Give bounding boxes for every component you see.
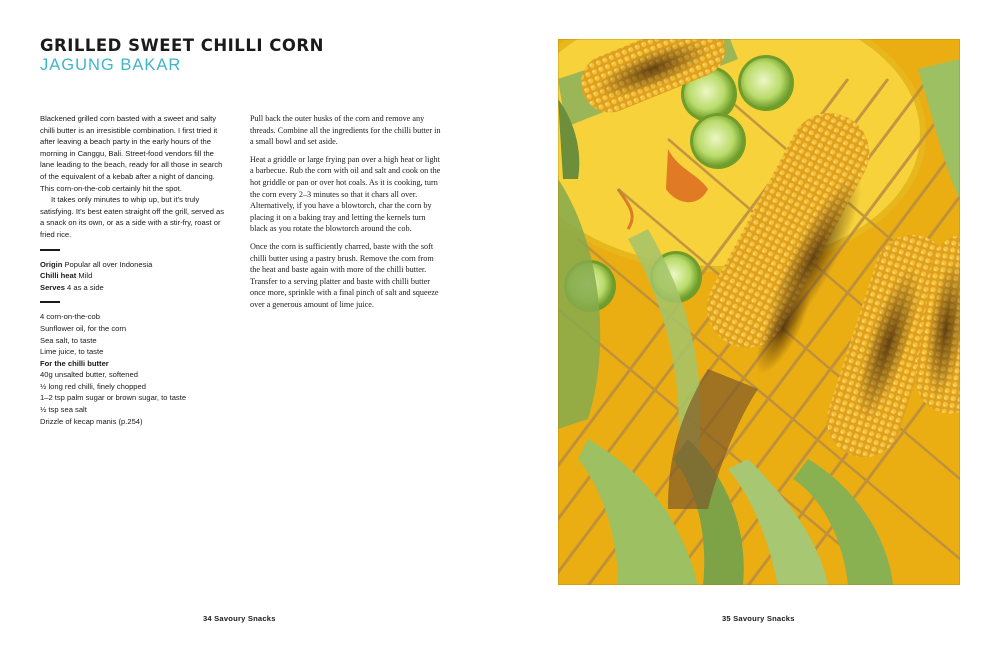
meta-label: Serves [40,282,65,292]
intro-paragraph-2: It takes only minutes to whip up, but it's truly satisfying. It's best eaten straight off the grill, served as a snack on its own, or as a side with a stir-fry, roast or fried rice. [40,195,225,239]
divider [40,301,60,303]
divider [40,249,60,251]
ingredients-list [40,311,225,357]
grilled-corn-photo [558,39,960,585]
intro-column [40,113,225,427]
method-step: Heat a griddle or large frying pan over a high heat or light a barbecue. Rub the corn with oil and salt and cook on the hot griddle or pan or over hot coals. As it is cooking, turn the corn every 2–3 minutes so that it chars all over. Alternatively, if you have a blowtorch, char the corn by placing it on a baking tray and letting the kernels turn black as you rotate the blowtorch around the cob. [250,154,441,234]
method-step: Once the corn is sufficiently charred, baste with the soft chilli butter using a pastry brush. Remove the corn from the heat and baste again with more of the chilli butter. Transfer to a serving platter and baste with chilli butter once more, sprinkle with a final pinch of salt and squeeze over a generous amount of lime juice. [250,241,439,309]
recipe-subtitle: JAGUNG BAKAR [40,56,182,74]
meta-value: 4 as a side [67,282,104,292]
recipe-meta [40,259,225,294]
ingredient-item: Drizzle of kecap manis (p.254) [40,416,143,426]
ingredient-item: 40g unsalted butter, softened [40,370,138,380]
ingredient-item: Lime juice, to taste [40,347,104,357]
ingredient-item: 1–2 tsp palm sugar or brown sugar, to taste [40,393,187,403]
method-column [250,113,445,317]
page-number-left: 34 Savoury Snacks [203,614,276,623]
right-page [500,0,1000,651]
intro-paragraph-1: Blackened grilled corn basted with a sweet and salty chilli butter is an irresistible combination. I first tried it after leaving a beach party in the early hours of the morning in Canggu, Bali. Street-food vendors fill the lane leading to the beach, ready for all those in search of the equivalent of a kebab after a night of dancing. This corn-on-the-cob certainly hit the spot. [40,114,223,193]
ingredient-item: Sea salt, to taste [40,335,97,345]
chilli-butter-heading: For the chilli butter [40,358,109,368]
chilli-butter-list [40,358,225,428]
meta-serves [40,282,225,294]
recipe-title: GRILLED SWEET CHILLI CORN [40,36,324,55]
meta-value: Popular all over Indonesia [64,259,153,269]
method-step: Pull back the outer husks of the corn and remove any threads. Combine all the ingredients for the chilli butter in a small bowl and set aside. [250,114,441,147]
meta-origin [40,259,225,271]
meta-label: Origin [40,259,63,269]
ingredient-item: Sunflower oil, for the corn [40,323,127,333]
meta-value: Mild [78,271,93,281]
page-number-right: 35 Savoury Snacks [722,614,795,623]
ingredient-item: ½ long red chilli, finely chopped [40,381,146,391]
meta-label: Chilli heat [40,271,77,281]
ingredient-item: 4 corn-on-the-cob [40,312,100,322]
ingredient-item: ½ tsp sea salt [40,405,87,415]
meta-chilli-heat [40,270,225,282]
